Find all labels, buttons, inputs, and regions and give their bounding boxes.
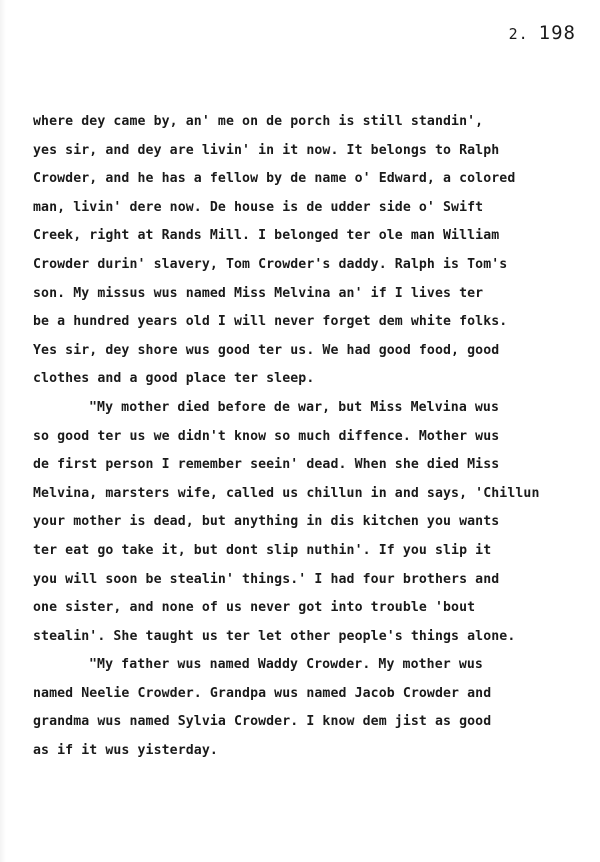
- page-number: 198: [538, 22, 576, 44]
- text-line: "My mother died before de war, but Miss Melvina wus: [89, 399, 500, 415]
- text-line: Melvina, marsters wife, called us chillun in and says, 'Chillun: [33, 485, 540, 501]
- text-line: as if it wus yisterday.: [33, 743, 218, 759]
- text-line: you will soon be stealin' things.' I had four brothers and: [33, 571, 500, 587]
- text-line: Crowder, and he has a fellow by de name o' Edward, a colored: [33, 171, 516, 187]
- text-line: yes sir, and dey are livin' in it now. It belongs to Ralph: [33, 142, 500, 158]
- typewritten-body: [33, 108, 578, 766]
- text-line: ter eat go take it, but dont slip nuthin'. If you slip it: [33, 542, 492, 558]
- text-line: where dey came by, an' me on de porch is still standin',: [33, 114, 484, 129]
- text-line: be a hundred years old I will never forget dem white folks.: [33, 314, 508, 330]
- text-line: "My father wus named Waddy Crowder. My mother wus: [89, 657, 483, 673]
- text-line: your mother is dead, but anything in dis kitchen you wants: [33, 514, 500, 530]
- text-line: clothes and a good place ter sleep.: [33, 371, 315, 387]
- text-line: grandma wus named Sylvia Crowder. I know dem jist as good: [33, 714, 492, 730]
- text-line: man, livin' dere now. De house is de udder side o' Swift: [33, 199, 484, 215]
- text-line: stealin'. She taught us ter let other people's things alone.: [33, 628, 516, 644]
- section-number: 2.: [508, 25, 529, 43]
- scan-edge-shadow: [0, 0, 6, 862]
- text-line: son. My missus wus named Miss Melvina an' if I lives ter: [33, 285, 484, 301]
- text-line: de first person I remember seein' dead. When she died Miss: [33, 457, 500, 473]
- text-line: named Neelie Crowder. Grandpa wus named Jacob Crowder and: [33, 685, 492, 701]
- text-line: Creek, right at Rands Mill. I belonged ter ole man William: [33, 228, 500, 244]
- text-line: Yes sir, dey shore wus good ter us. We had good food, good: [33, 342, 500, 358]
- page-header: [509, 22, 576, 44]
- text-line: so good ter us we didn't know so much diffence. Mother wus: [33, 428, 500, 444]
- text-line: one sister, and none of us never got into trouble 'bout: [33, 600, 476, 616]
- text-line: Crowder durin' slavery, Tom Crowder's daddy. Ralph is Tom's: [33, 256, 508, 272]
